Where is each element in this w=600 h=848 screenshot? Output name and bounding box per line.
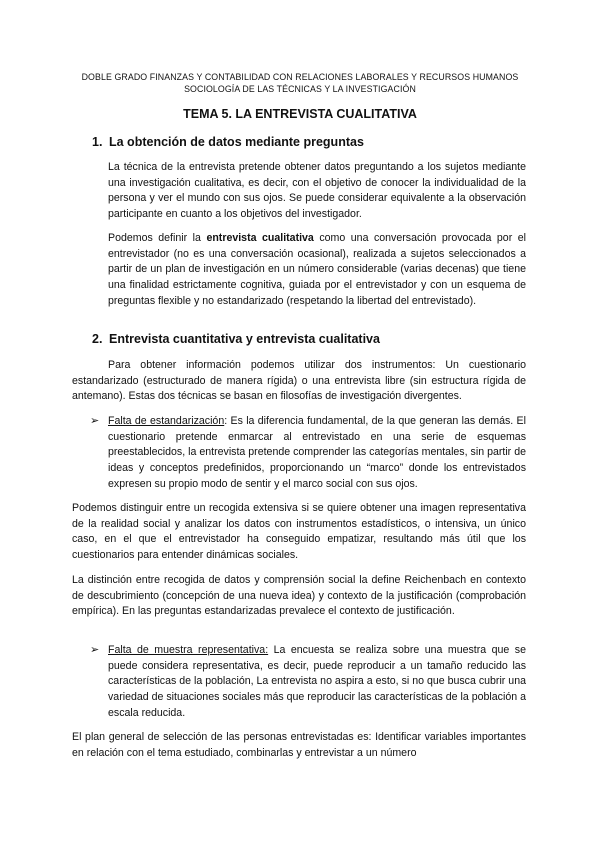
header-degree: DOBLE GRADO FINANZAS Y CONTABILIDAD CON RELACIONES LABORALES Y RECURSOS HUMANOS: [81, 72, 519, 82]
bullet-item-estandarizacion: ➢ Falta de estandarización: Es la diferencia fundamental, de la que generan las demás. El cuestionario pretende enmarcar al entrevistado en una serie de esquemas preestablecidos, la entrevista pretende comprender las categorías mentales, sin partir de ideas y conceptos predefinidos, proporcionando un “marco” donde los entrevistados expresen su propio modo de sentir y el marco social con sus ojos.: [90, 415, 526, 490]
section-2-paragraph-2: Podemos distinguir entre un recogida extensiva si se quiere obtener una imagen representativa de la realidad social y analizar los datos con instrumentos estadísticos, o intensiva, un único caso, en el que el entrevistador ha conseguido empatizar, resultando más útil que los cuestionarios para entender dinámicas sociales.: [72, 502, 526, 562]
page-title: TEMA 5. LA ENTREVISTA CUALITATIVA: [183, 107, 417, 121]
section-1-heading: [92, 134, 364, 150]
bullet-label: Falta de muestra representativa:: [108, 644, 269, 656]
bullet-item-muestra: ➢ Falta de muestra representativa: La encuesta se realiza sobre una muestra que se puede considera representativa, es decir, puede reproducir a un tamaño reducido las características de la población, La entrevista no aspira a esto, si no que busca cubrir una variedad de situaciones sociales más que reproducir las características de la población a escala reducida.: [90, 644, 526, 719]
section-2-paragraph-3: La distinción entre recogida de datos y comprensión social la define Reichenbach en contexto de descubrimiento (concepción de una nueva idea) y contexto de la justificación (comprobación empírica). En las preguntas estandarizadas prevalece el contexto de justificación.: [72, 574, 526, 618]
section-2-title: Entrevista cuantitativa y entrevista cualitativa: [109, 332, 380, 346]
section-1-paragraph-1: La técnica de la entrevista pretende obtener datos preguntando a los sujetos mediante una investigación cualitativa, es decir, con el objetivo de conocer la individualidad de la persona y ver el mundo con sus ojos. Se puede considerar equivalente a la observación participante en cuanto a los objetivos del investigador.: [108, 161, 526, 221]
arrow-bullet-icon: ➢: [90, 415, 100, 427]
section-2-paragraph-1: Para obtener información podemos utilizar dos instrumentos: Un cuestionario estandarizado (estructurado de manera rígida) o una entrevista libre (sin estructura rígida de antemano). Estas dos técnicas se basan en filosofías de investigación divergentes.: [72, 359, 526, 403]
term-entrevista-cualitativa: entrevista cualitativa: [206, 232, 314, 244]
document-header: [60, 71, 540, 95]
section-2-number: 2.: [92, 332, 103, 346]
arrow-bullet-icon: ➢: [90, 644, 100, 656]
bullet-label: Falta de estandarización: [108, 415, 225, 427]
header-subject: SOCIOLOGÍA DE LAS TÉCNICAS Y LA INVESTIGACIÓN: [184, 84, 416, 94]
section-1-paragraph-2: Podemos definir la entrevista cualitativa como una conversación provocada por el entrevistador (no es una conversación ocasional), realizada a sujetos seleccionados a partir de un plan de investigación en un número considerable (varias decenas) que tiene una finalidad estrictamente cognitiva, guiada por el entrevistador y con un esquema de preguntas flexible y no estandarizado (respetando la libertad del entrevistado).: [108, 232, 526, 307]
section-1-number: 1.: [92, 135, 103, 149]
section-1-title: La obtención de datos mediante preguntas: [109, 135, 364, 149]
section-2-heading: [92, 331, 380, 347]
section-2-paragraph-4: El plan general de selección de las personas entrevistadas es: Identificar variables importantes en relación con el tema estudiado, combinarlas y entrevistar a un número: [72, 731, 526, 759]
